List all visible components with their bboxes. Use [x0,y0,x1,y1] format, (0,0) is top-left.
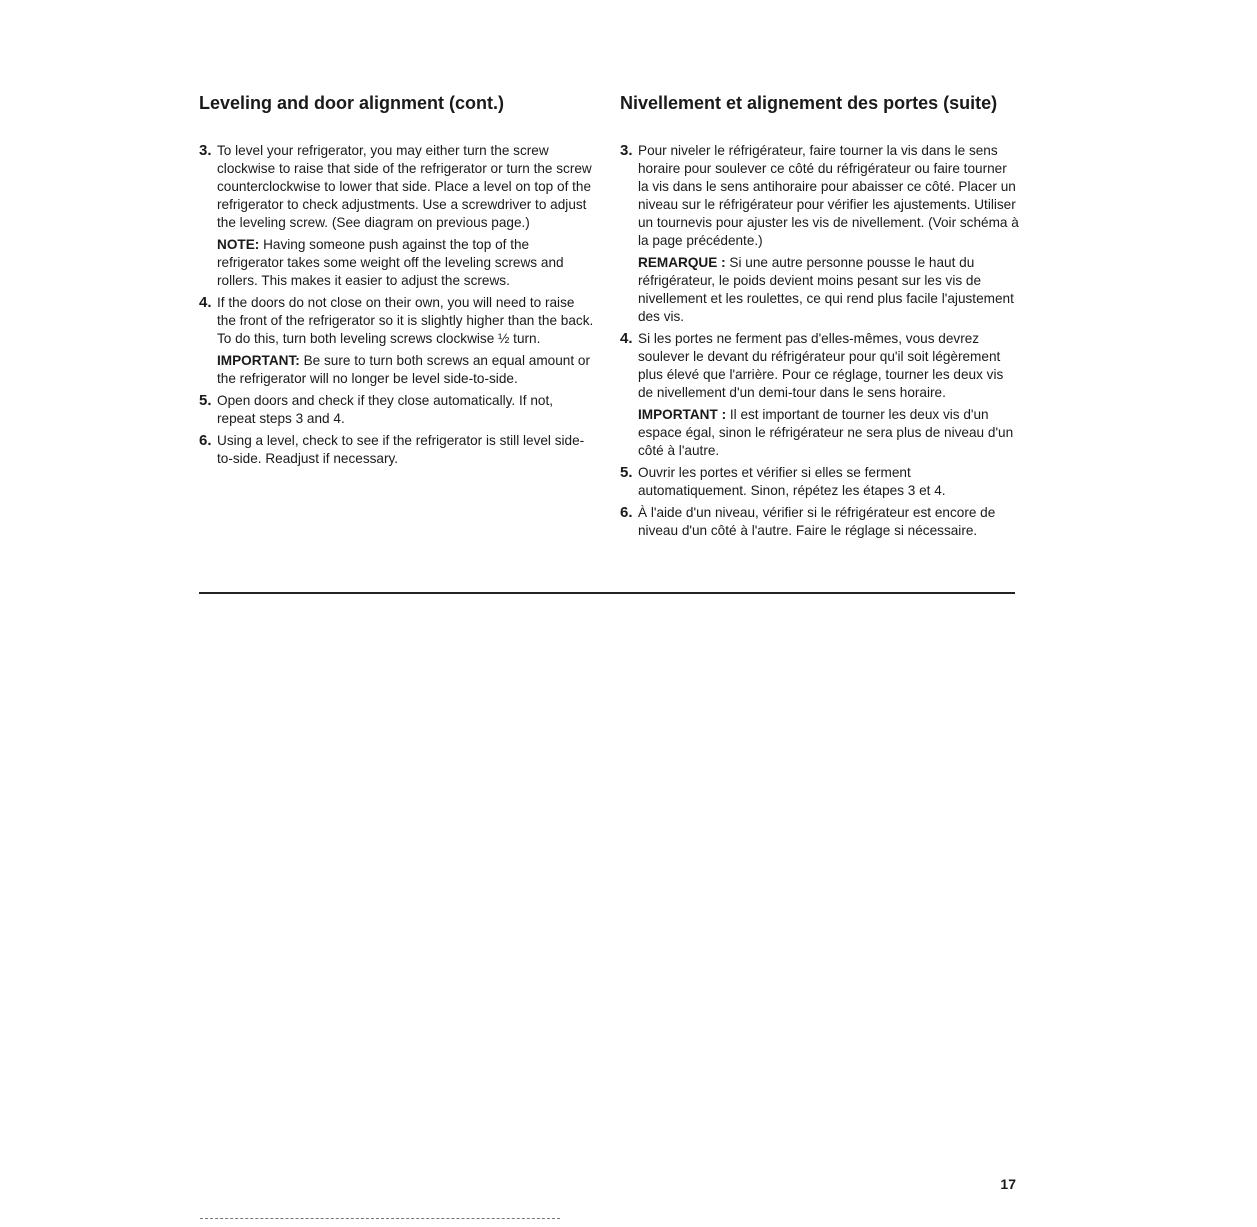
french-steps [620,142,1020,540]
french-step-6 [620,504,1020,540]
step-note: REMARQUE : Si une autre personne pousse le haut du réfrigérateur, le poids devient moins pesant sur les vis de nivellement et les roulettes, ce qui rend plus facile l'ajustement des vis. [638,255,1014,324]
step-number: 3. [620,142,633,159]
important-label: IMPORTANT : [638,407,727,422]
english-step-3 [199,142,595,290]
french-step-3 [620,142,1020,326]
step-note: IMPORTANT: Be sure to turn both screws an equal amount or the refrigerator will no longer be level side-to-side. [217,353,590,386]
english-step-4 [199,294,595,388]
english-steps [199,142,595,468]
step-number: 6. [199,432,212,449]
step-number: 4. [620,330,633,347]
english-step-5 [199,392,595,428]
english-title: Leveling and door alignment (cont.) [199,93,505,113]
step-text: Ouvrir les portes et vérifier si elles se ferment automatiquement. Sinon, répétez les étapes 3 et 4. [638,465,946,498]
french-step-5 [620,464,1020,500]
step-text: Open doors and check if they close automatically. If not, repeat steps 3 and 4. [217,393,553,426]
important-label: IMPORTANT: [217,353,300,368]
english-column [199,92,595,472]
step-text: À l'aide d'un niveau, vérifier si le réfrigérateur est encore de niveau d'un côté à l'autre. Faire le réglage si nécessaire. [638,505,996,538]
step-number: 4. [199,294,212,311]
french-step-4 [620,330,1020,460]
step-text: Pour niveler le réfrigérateur, faire tourner la vis dans le sens horaire pour soulever ce côté du réfrigérateur ou faire tourner la vis dans le sens antihoraire pour abaisser ce côté. Placer un niveau sur le réfrigérateur pour vérifier les ajustements. Utiliser un tournevis pour ajuster les vis de nivellement. (Voir schéma à la page précédente.) [638,143,1019,248]
scan-edge-line [200,1218,560,1219]
page-number: 17 [1000,1176,1016,1192]
step-text: Using a level, check to see if the refrigerator is still level side-to-side. Readjust if necessary. [217,433,585,466]
step-text: To level your refrigerator, you may either turn the screw clockwise to raise that side of the refrigerator or turn the screw counterclockwise to lower that side. Place a level on top of the refrigerator to check adjustments. Use a screwdriver to adjust the leveling screw. (See diagram on previous page.) [217,143,592,230]
step-text: Si les portes ne ferment pas d'elles-mêmes, vous devrez soulever le devant du réfrigérateur pour qu'il soit légèrement plus élevé que l'arrière. Pour ce réglage, tourner les deux vis de nivellement d'un demi-tour dans le sens horaire. [638,331,1004,400]
step-number: 5. [620,464,633,481]
note-label: NOTE: [217,237,260,252]
step-note: IMPORTANT : Il est important de tourner les deux vis d'un espace égal, sinon le réfrigérateur ne sera plus de niveau d'un côté à l'autre. [638,407,1014,458]
french-title: Nivellement et alignement des portes (suite) [620,93,998,113]
french-column [620,92,1020,544]
step-note: NOTE: Having someone push against the top of the refrigerator takes some weight off the leveling screws and rollers. This makes it easier to adjust the screws. [217,237,564,288]
step-number: 6. [620,504,633,521]
english-step-6 [199,432,595,468]
remarque-label: REMARQUE : [638,255,726,270]
section-divider [199,592,1015,594]
step-text: If the doors do not close on their own, you will need to raise the front of the refrigerator so it is slightly higher than the back. To do this, turn both leveling screws clockwise ½ turn. [217,295,594,346]
step-number: 3. [199,142,212,159]
step-number: 5. [199,392,212,409]
